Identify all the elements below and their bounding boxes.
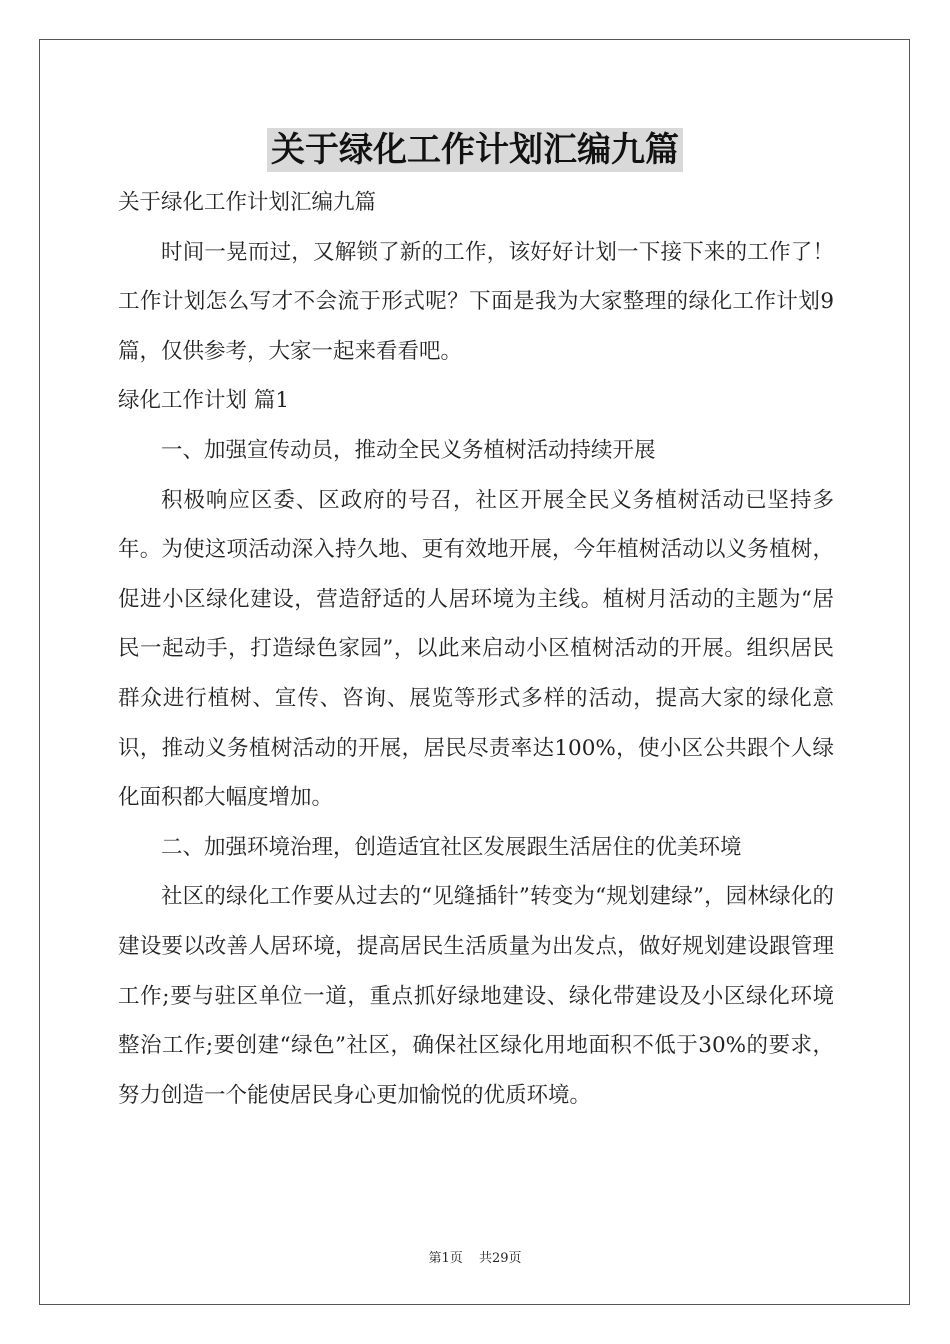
body-paragraph-2: 社区的绿化工作要从过去的“见缝插针”转变为“规划建绿”，园林绿化的建设要以改善人居环境，提高居民生活质量为出发点，做好规划建设跟管理工作;要与驻区单位一道，重点抓好绿地建设、绿化带建设及小区绿化环境整治工作;要创建“绿色”社区，确保社区绿化用地面积不低于30%的要求，努力创造一个能使居民身心更加愉悦的优质环境。 bbox=[118, 884, 834, 1108]
document-body bbox=[118, 178, 834, 1120]
point-heading-1: 一、加强宣传动员，推动全民义务植树活动持续开展 bbox=[161, 437, 656, 463]
section-heading: 绿化工作计划 篇1 bbox=[118, 388, 290, 414]
point-heading-2: 二、加强环境治理，创造适宜社区发展跟生活居住的优美环境 bbox=[161, 834, 742, 860]
body-paragraph-1: 积极响应区委、区政府的号召，社区开展全民义务植树活动已坚持多年。为使这项活动深入持久地、更有效地开展，今年植树活动以义务植树，促进小区绿化建设，营造舒适的人居环境为主线。植树月活动的主题为“居民一起动手，打造绿色家园”，以此来启动小区植树活动的开展。组织居民群众进行植树、宣传、咨询、展览等形式多样的活动，提高大家的绿化意识，推动义务植树活动的开展，居民尽责率达100%，使小区公共跟个人绿化面积都大幅度增加。 bbox=[118, 487, 834, 811]
intro-paragraph: 时间一晃而过，又解锁了新的工作，该好好计划一下接下来的工作了！工作计划怎么写才不会流于形式呢？下面是我为大家整理的绿化工作计划9篇，仅供参考，大家一起来看看吧。 bbox=[118, 239, 834, 364]
page-total: 共29页 bbox=[478, 1251, 522, 1266]
page-footer bbox=[0, 1247, 950, 1266]
document-title: 关于绿化工作计划汇编九篇 bbox=[267, 128, 683, 172]
subtitle-line: 关于绿化工作计划汇编九篇 bbox=[118, 190, 377, 215]
page-number: 第1页 bbox=[428, 1251, 463, 1266]
title-container bbox=[0, 128, 950, 172]
